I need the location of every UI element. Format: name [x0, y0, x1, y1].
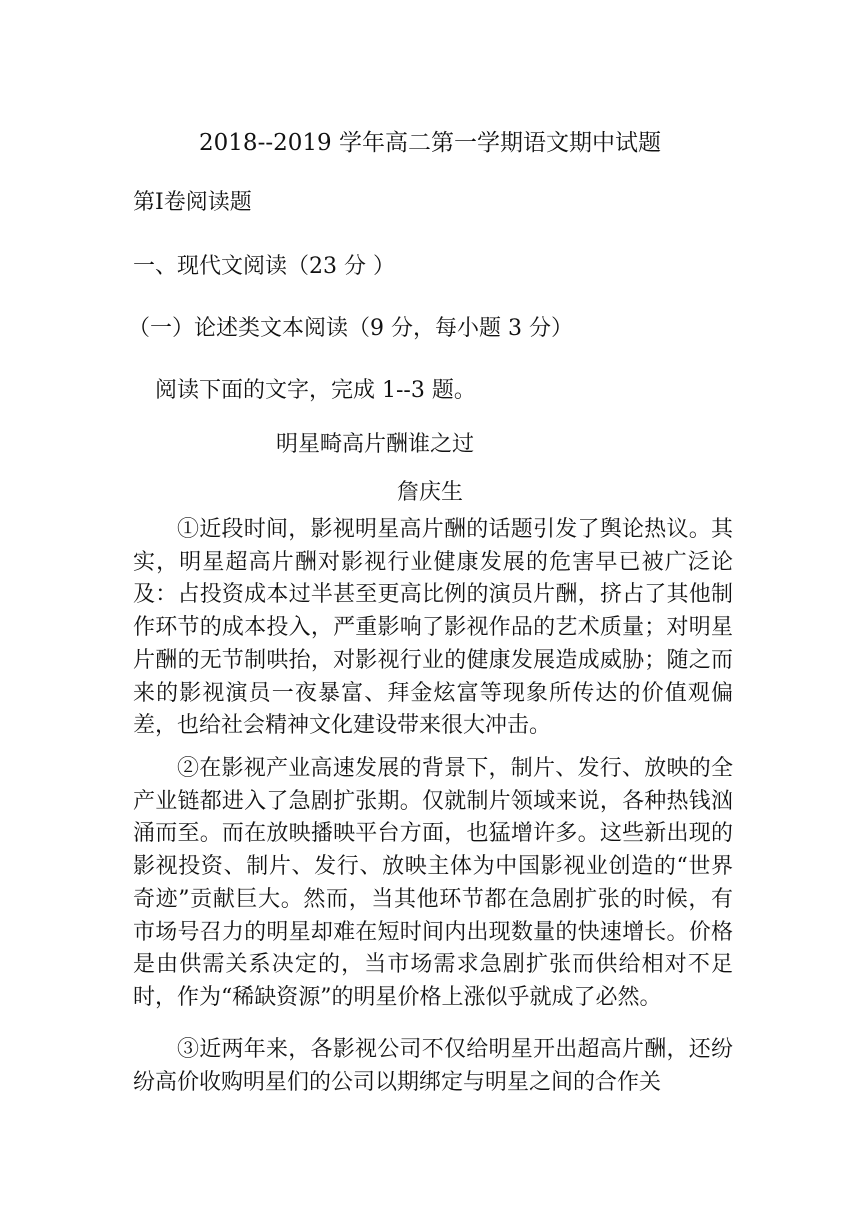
article-title: 明星畸高片酬谁之过 [275, 432, 474, 457]
article-paragraph-3: ③近两年来，各影视公司不仅给明星开出超高片酬，还纷纷高价收购明星们的公司以期绑定与明星之间的合作关 [133, 1037, 733, 1095]
article-author: 詹庆生 [396, 480, 463, 505]
section-heading: 一、现代文阅读（23 分 ） [133, 254, 395, 279]
reading-instruction: 阅读下面的文字，完成 1--3 题。 [155, 378, 476, 403]
part-heading: 第Ⅰ卷阅读题 [133, 190, 252, 215]
subsection-heading: （一）论述类文本阅读（9 分，每小题 3 分） [128, 316, 573, 341]
article-paragraph-2: ②在影视产业高速发展的背景下，制片、发行、放映的全产业链都进入了急剧扩张期。仅就制片领域来说，各种热钱汹涌而至。而在放映播映平台方面，也猛增许多。这些新出现的影视投资、制片、发行、放映主体为中国影视业创造的“世界奇迹”贡献巨大。然而，当其他环节都在急剧扩张的时候，有市场号召力的明星却难在短时间内出现数量的快速增长。价格是由供需关系决定的，当市场需求急剧扩张而供给相对不足时，作为“稀缺资源”的明星价格上涨似乎就成了必然。 [133, 756, 733, 1010]
article-paragraph-1: ①近段时间，影视明星高片酬的话题引发了舆论热议。其实，明星超高片酬对影视行业健康发展的危害早已被广泛论及：占投资成本过半甚至更高比例的演员片酬，挤占了其他制作环节的成本投入，严重影响了影视作品的艺术质量；对明星片酬的无节制哄抬，对影视行业的健康发展造成威胁；随之而来的影视演员一夜暴富、拜金炫富等现象所传达的价值观偏差，也给社会精神文化建设带来很大冲击。 [133, 517, 733, 739]
exam-title: 2018--2019 学年高二第一学期语文期中试题 [199, 130, 661, 156]
